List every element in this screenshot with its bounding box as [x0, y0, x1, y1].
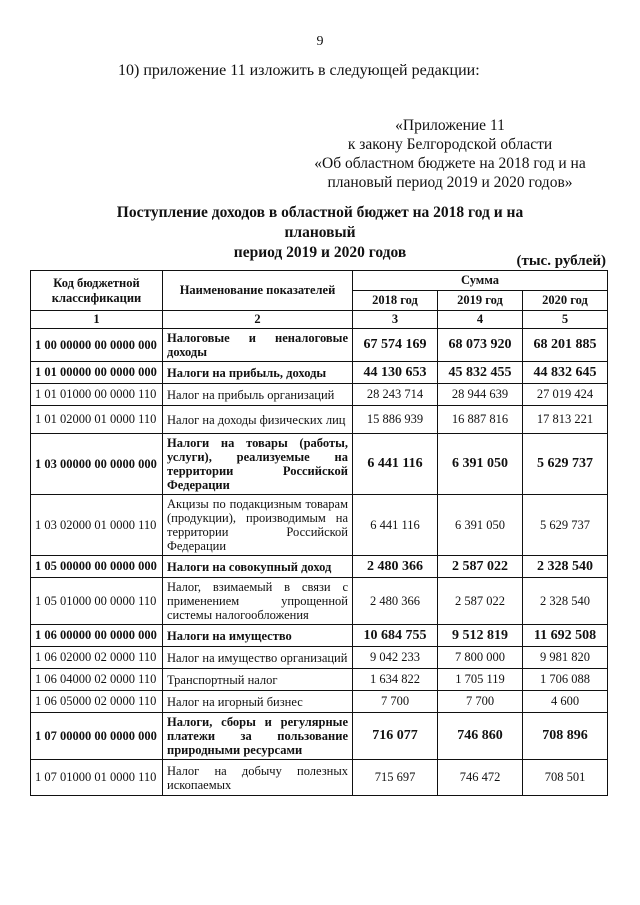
cell-code: 1 03 00000 00 0000 000 [31, 434, 163, 495]
cell-2018: 7 700 [353, 691, 438, 713]
cell-2019: 6 391 050 [438, 434, 523, 495]
header-2019: 2019 год [438, 291, 523, 311]
cell-name: Налоговые и неналоговые доходы [163, 329, 353, 362]
appendix-line: плановый период 2019 и 2020 годов» [327, 174, 573, 191]
cell-code: 1 01 02000 01 0000 110 [31, 406, 163, 434]
cell-code: 1 07 01000 01 0000 110 [31, 760, 163, 796]
table-row [31, 329, 608, 362]
page-number: 9 [316, 34, 324, 49]
cell-2018: 715 697 [353, 760, 438, 796]
table-row [31, 434, 608, 495]
cell-code: 1 05 00000 00 0000 000 [31, 556, 163, 578]
cell-2019: 9 512 819 [438, 625, 523, 647]
intro-text: 10) приложение 11 изложить в следующей редакции: [118, 62, 480, 79]
cell-2018: 28 243 714 [353, 384, 438, 406]
table-row [31, 556, 608, 578]
cell-code: 1 00 00000 00 0000 000 [31, 329, 163, 362]
cell-2019: 746 860 [438, 713, 523, 760]
table-row [31, 647, 608, 669]
appendix-line: «Об областном бюджете на 2018 год и на [314, 155, 586, 172]
cell-2020: 27 019 424 [523, 384, 608, 406]
cell-2018: 2 480 366 [353, 556, 438, 578]
cell-name: Налог на имущество организаций [163, 647, 353, 669]
table-row [31, 669, 608, 691]
cell-2020: 708 896 [523, 713, 608, 760]
cell-name: Налог на добычу полезных ископаемых [163, 760, 353, 796]
header-row [31, 271, 608, 291]
cell-2018: 716 077 [353, 713, 438, 760]
cell-2020: 68 201 885 [523, 329, 608, 362]
header-2018: 2018 год [353, 291, 438, 311]
cell-name: Налоги на совокупный доход [163, 556, 353, 578]
appendix-header [300, 116, 600, 192]
table-row [31, 384, 608, 406]
cell-2019: 6 391 050 [438, 495, 523, 556]
table-row [31, 495, 608, 556]
column-index: 3 [353, 311, 438, 329]
document-title [80, 203, 560, 263]
cell-2019: 7 800 000 [438, 647, 523, 669]
title-line: период 2019 и 2020 годов [233, 244, 407, 261]
column-index-row [31, 311, 608, 329]
table-row [31, 578, 608, 625]
header-sum: Сумма [353, 271, 608, 291]
cell-2019: 68 073 920 [438, 329, 523, 362]
column-index: 2 [163, 311, 353, 329]
cell-code: 1 05 01000 00 0000 110 [31, 578, 163, 625]
header-code: Код бюджетной классификации [31, 271, 163, 311]
table-row [31, 625, 608, 647]
cell-2019: 45 832 455 [438, 362, 523, 384]
cell-2018: 15 886 939 [353, 406, 438, 434]
cell-2020: 2 328 540 [523, 556, 608, 578]
table-row [31, 362, 608, 384]
cell-name: Налог на прибыль организаций [163, 384, 353, 406]
cell-name: Транспортный налог [163, 669, 353, 691]
table-row [31, 691, 608, 713]
cell-name: Акцизы по подакцизным товарам (продукции), производимым на территории Российской Федерации [163, 495, 353, 556]
cell-2019: 1 705 119 [438, 669, 523, 691]
column-index: 1 [31, 311, 163, 329]
cell-2020: 44 832 645 [523, 362, 608, 384]
cell-2020: 4 600 [523, 691, 608, 713]
revenue-table [30, 270, 608, 796]
column-index: 4 [438, 311, 523, 329]
table-row [31, 760, 608, 796]
appendix-line: «Приложение 11 [395, 117, 505, 134]
cell-2019: 2 587 022 [438, 578, 523, 625]
cell-name: Налог на доходы физических лиц [163, 406, 353, 434]
cell-code: 1 07 00000 00 0000 000 [31, 713, 163, 760]
units-label: (тыс. рублей) [516, 253, 606, 269]
cell-2019: 2 587 022 [438, 556, 523, 578]
cell-2018: 6 441 116 [353, 434, 438, 495]
cell-2020: 1 706 088 [523, 669, 608, 691]
header-2020: 2020 год [523, 291, 608, 311]
title-line: Поступление доходов в областной бюджет на 2018 год и на плановый [116, 204, 524, 241]
cell-2018: 9 042 233 [353, 647, 438, 669]
cell-2020: 708 501 [523, 760, 608, 796]
cell-name: Налог, взимаемый в связи с применением упрощенной системы налогообложения [163, 578, 353, 625]
cell-2020: 2 328 540 [523, 578, 608, 625]
cell-2018: 1 634 822 [353, 669, 438, 691]
table-body [31, 329, 608, 796]
appendix-line: к закону Белгородской области [347, 136, 553, 153]
cell-code: 1 03 02000 01 0000 110 [31, 495, 163, 556]
cell-2020: 17 813 221 [523, 406, 608, 434]
cell-name: Налоги, сборы и регулярные платежи за пользование природными ресурсами [163, 713, 353, 760]
cell-2020: 5 629 737 [523, 434, 608, 495]
cell-2019: 28 944 639 [438, 384, 523, 406]
cell-2020: 11 692 508 [523, 625, 608, 647]
cell-2019: 746 472 [438, 760, 523, 796]
cell-code: 1 01 00000 00 0000 000 [31, 362, 163, 384]
column-index: 5 [523, 311, 608, 329]
cell-code: 1 06 04000 02 0000 110 [31, 669, 163, 691]
cell-2018: 10 684 755 [353, 625, 438, 647]
cell-name: Налоги на товары (работы, услуги), реализуемые на территории Российской Федерации [163, 434, 353, 495]
cell-2019: 7 700 [438, 691, 523, 713]
cell-2018: 2 480 366 [353, 578, 438, 625]
header-name: Наименование показателей [163, 271, 353, 311]
cell-code: 1 06 00000 00 0000 000 [31, 625, 163, 647]
cell-2020: 9 981 820 [523, 647, 608, 669]
cell-name: Налоги на имущество [163, 625, 353, 647]
table-row [31, 406, 608, 434]
cell-code: 1 06 02000 02 0000 110 [31, 647, 163, 669]
cell-name: Налоги на прибыль, доходы [163, 362, 353, 384]
cell-name: Налог на игорный бизнес [163, 691, 353, 713]
cell-2019: 16 887 816 [438, 406, 523, 434]
cell-2018: 67 574 169 [353, 329, 438, 362]
cell-2020: 5 629 737 [523, 495, 608, 556]
cell-code: 1 01 01000 00 0000 110 [31, 384, 163, 406]
cell-2018: 44 130 653 [353, 362, 438, 384]
cell-code: 1 06 05000 02 0000 110 [31, 691, 163, 713]
cell-2018: 6 441 116 [353, 495, 438, 556]
table-row [31, 713, 608, 760]
